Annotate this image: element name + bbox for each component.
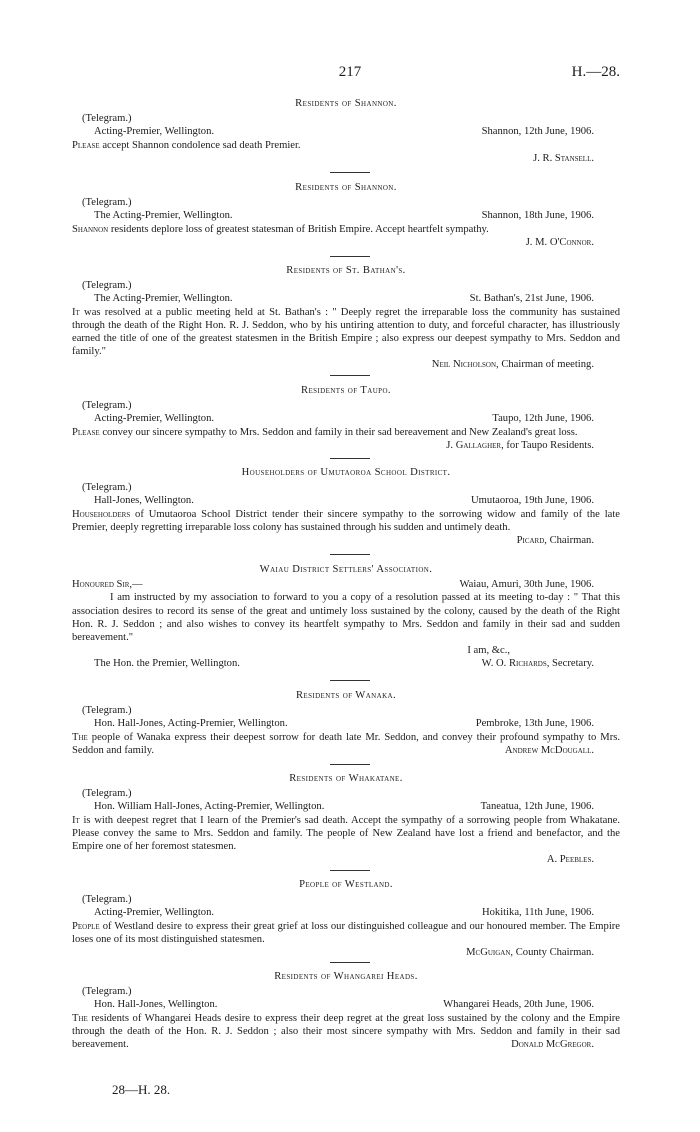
recipient: Hall-Jones, Wellington. <box>94 495 194 507</box>
origin-date: Shannon, 12th June, 1906. <box>481 126 594 138</box>
page-number: 217 <box>338 64 362 80</box>
section-residents-of-st-bathans <box>72 264 620 372</box>
message-body: Shannon residents deplore loss of greatest statesman of British Empire. Accept heartfelt sympathy. <box>72 223 489 235</box>
signature: J. Gallagher, for Taupo Residents. <box>446 439 594 451</box>
telegram-label: (Telegram.) <box>82 482 132 494</box>
recipient: Hon. Hall-Jones, Wellington. <box>94 999 218 1011</box>
telegram-label: (Telegram.) <box>82 894 132 906</box>
letter-body: I am instructed by my association to forward to you a copy of a resolution passed at its meeting to-day : " That this association desires to record its sense of the great and untimely loss sustained by the colony, caused by the death of the Right Hon. R. J. Seddon ; and also wishes to convey its heartfelt sympathy to Mrs. Seddon and family in their sad and sudden bereavement." <box>72 592 620 644</box>
signature: Andrew McDougall. <box>504 745 594 757</box>
signature: A. Peebles. <box>546 854 594 866</box>
section-heading: Waiau District Settlers' Association. <box>259 564 433 575</box>
section-divider <box>330 256 370 257</box>
section-waiau-settlers-association <box>72 563 620 671</box>
recipient: The Hon. the Premier, Wellington. <box>94 658 240 670</box>
section-residents-of-wanaka <box>72 689 620 757</box>
address-row <box>72 717 620 730</box>
origin-date: Waiau, Amuri, 30th June, 1906. <box>459 579 594 591</box>
telegram-label: (Telegram.) <box>82 113 132 125</box>
section-heading: Residents of Taupo. <box>301 385 391 396</box>
address-row <box>72 906 620 919</box>
section-heading: Residents of Wanaka. <box>295 690 397 701</box>
section-householders-umutaoroa <box>72 466 620 547</box>
signature: Neil Nicholson, Chairman of meeting. <box>431 359 594 371</box>
signature: McGuigan, County Chairman. <box>466 947 594 959</box>
address-row <box>72 292 620 305</box>
telegram-label: (Telegram.) <box>82 986 132 998</box>
origin-date: Shannon, 18th June, 1906. <box>481 210 594 222</box>
section-heading: Residents of Shannon. <box>295 98 397 109</box>
origin-date: Taneatua, 12th June, 1906. <box>480 801 594 813</box>
section-people-of-westland <box>72 878 620 959</box>
recipient: Acting-Premier, Wellington. <box>94 126 215 138</box>
recipient: The Acting-Premier, Wellington. <box>94 210 233 222</box>
telegram-label: (Telegram.) <box>82 705 132 717</box>
signature: Picard, Chairman. <box>516 535 594 547</box>
section-divider <box>330 172 370 173</box>
telegram-label: (Telegram.) <box>82 197 132 209</box>
address-row <box>72 209 620 222</box>
section-heading: People of Westland. <box>299 879 393 890</box>
message-body: Householders of Umutaoroa School District tender their sincere sympathy to the sorrowing widow and family of the late Premier, deeply regretting irreparable loss colony has sustained through his sudden and untimely death. <box>72 508 620 533</box>
message-body: It was resolved at a public meeting held at St. Bathan's : " Deeply regret the irreparable loss the community has sustained through the death of the Right Hon. R. J. Seddon, who by his untiring attention to duty, and forceful character, has illustriously earned the title of one of the greatest statesmen in the British Empire ; also express our deepest sympathy to Mrs. Seddon and family." <box>72 306 620 358</box>
section-heading: Residents of Whakatane. <box>289 773 403 784</box>
recipient: Hon. William Hall-Jones, Acting-Premier, Wellington. <box>94 801 325 813</box>
section-divider <box>330 962 370 963</box>
message-body: People of Westland desire to express their great grief at loss our distinguished colleague and our honoured member. The Empire loses one of its most distinguished statesmen. <box>72 920 620 945</box>
section-divider <box>330 375 370 376</box>
message-body: The people of Wanaka express their deepest sorrow for death late Mr. Seddon, and convey their profound sympathy to Mrs. Seddon and family. <box>72 731 620 756</box>
signature: J. M. O'Connor. <box>525 236 594 248</box>
address-row <box>72 998 620 1011</box>
section-divider <box>330 554 370 555</box>
address-row <box>72 800 620 813</box>
section-residents-of-shannon-1 <box>72 97 620 165</box>
recipient: Acting-Premier, Wellington. <box>94 413 215 425</box>
footer-signature-mark: 28—H. 28. <box>112 1082 171 1097</box>
section-divider <box>330 764 370 765</box>
telegram-label: (Telegram.) <box>82 788 132 800</box>
signature: Donald McGregor. <box>511 1039 594 1051</box>
origin-date: Pembroke, 13th June, 1906. <box>475 718 594 730</box>
origin-date: Umutaoroa, 19th June, 1906. <box>471 495 594 507</box>
message-body: Please convey our sincere sympathy to Mrs. Seddon and family in their sad bereavement and New Zealand's great loss. <box>72 426 578 438</box>
message-body: It is with deepest regret that I learn of the Premier's sad death. Accept the sympathy of a sorrowing people from Whakatane. Please convey the same to Mrs. Seddon and family. The people of New Zealand have lost a friend and benefactor, and the Empire one of her foremost statesmen. <box>72 814 620 853</box>
origin-date: Whangarei Heads, 20th June, 1906. <box>443 999 594 1011</box>
origin-date: Hokitika, 11th June, 1906. <box>481 907 594 919</box>
signature: J. R. Stansell. <box>533 152 594 164</box>
address-row <box>72 412 620 425</box>
section-heading: Residents of Whangarei Heads. <box>274 971 418 982</box>
closing: I am, &c., <box>467 645 510 657</box>
section-residents-of-shannon-2 <box>72 181 620 249</box>
section-divider <box>330 870 370 871</box>
section-residents-of-taupo <box>72 384 620 452</box>
address-row <box>72 494 620 507</box>
recipient: The Acting-Premier, Wellington. <box>94 293 233 305</box>
signature: W. O. Richards, Secretary. <box>481 658 594 670</box>
section-residents-of-whakatane <box>72 772 620 866</box>
recipient: Hon. Hall-Jones, Acting-Premier, Wellington. <box>94 718 288 730</box>
recipient: Acting-Premier, Wellington. <box>94 907 215 919</box>
message-body: The residents of Whangarei Heads desire to express their deep regret at the great loss sustained by the colony and the Empire through the death of the Hon. R. J. Seddon ; also their most sincere sympathy with Mrs. Seddon and family in their sad bereavement. <box>72 1012 620 1051</box>
section-divider <box>330 458 370 459</box>
address-row <box>72 125 620 138</box>
origin-date: St. Bathan's, 21st June, 1906. <box>469 293 594 305</box>
address-row <box>72 657 620 670</box>
section-residents-of-whangarei-heads <box>72 970 620 1051</box>
document-reference: H.—28. <box>571 64 620 80</box>
telegram-label: (Telegram.) <box>82 280 132 292</box>
section-heading: Residents of St. Bathan's. <box>286 265 406 276</box>
section-heading: Residents of Shannon. <box>295 182 397 193</box>
message-body: Please accept Shannon condolence sad death Premier. <box>72 139 301 151</box>
salutation: Honoured Sir,— <box>72 579 143 591</box>
section-heading: Householders of Umutaoroa School District. <box>241 467 451 478</box>
telegram-label: (Telegram.) <box>82 400 132 412</box>
salutation-row <box>72 578 620 591</box>
section-divider <box>330 680 370 681</box>
origin-date: Taupo, 12th June, 1906. <box>492 413 594 425</box>
